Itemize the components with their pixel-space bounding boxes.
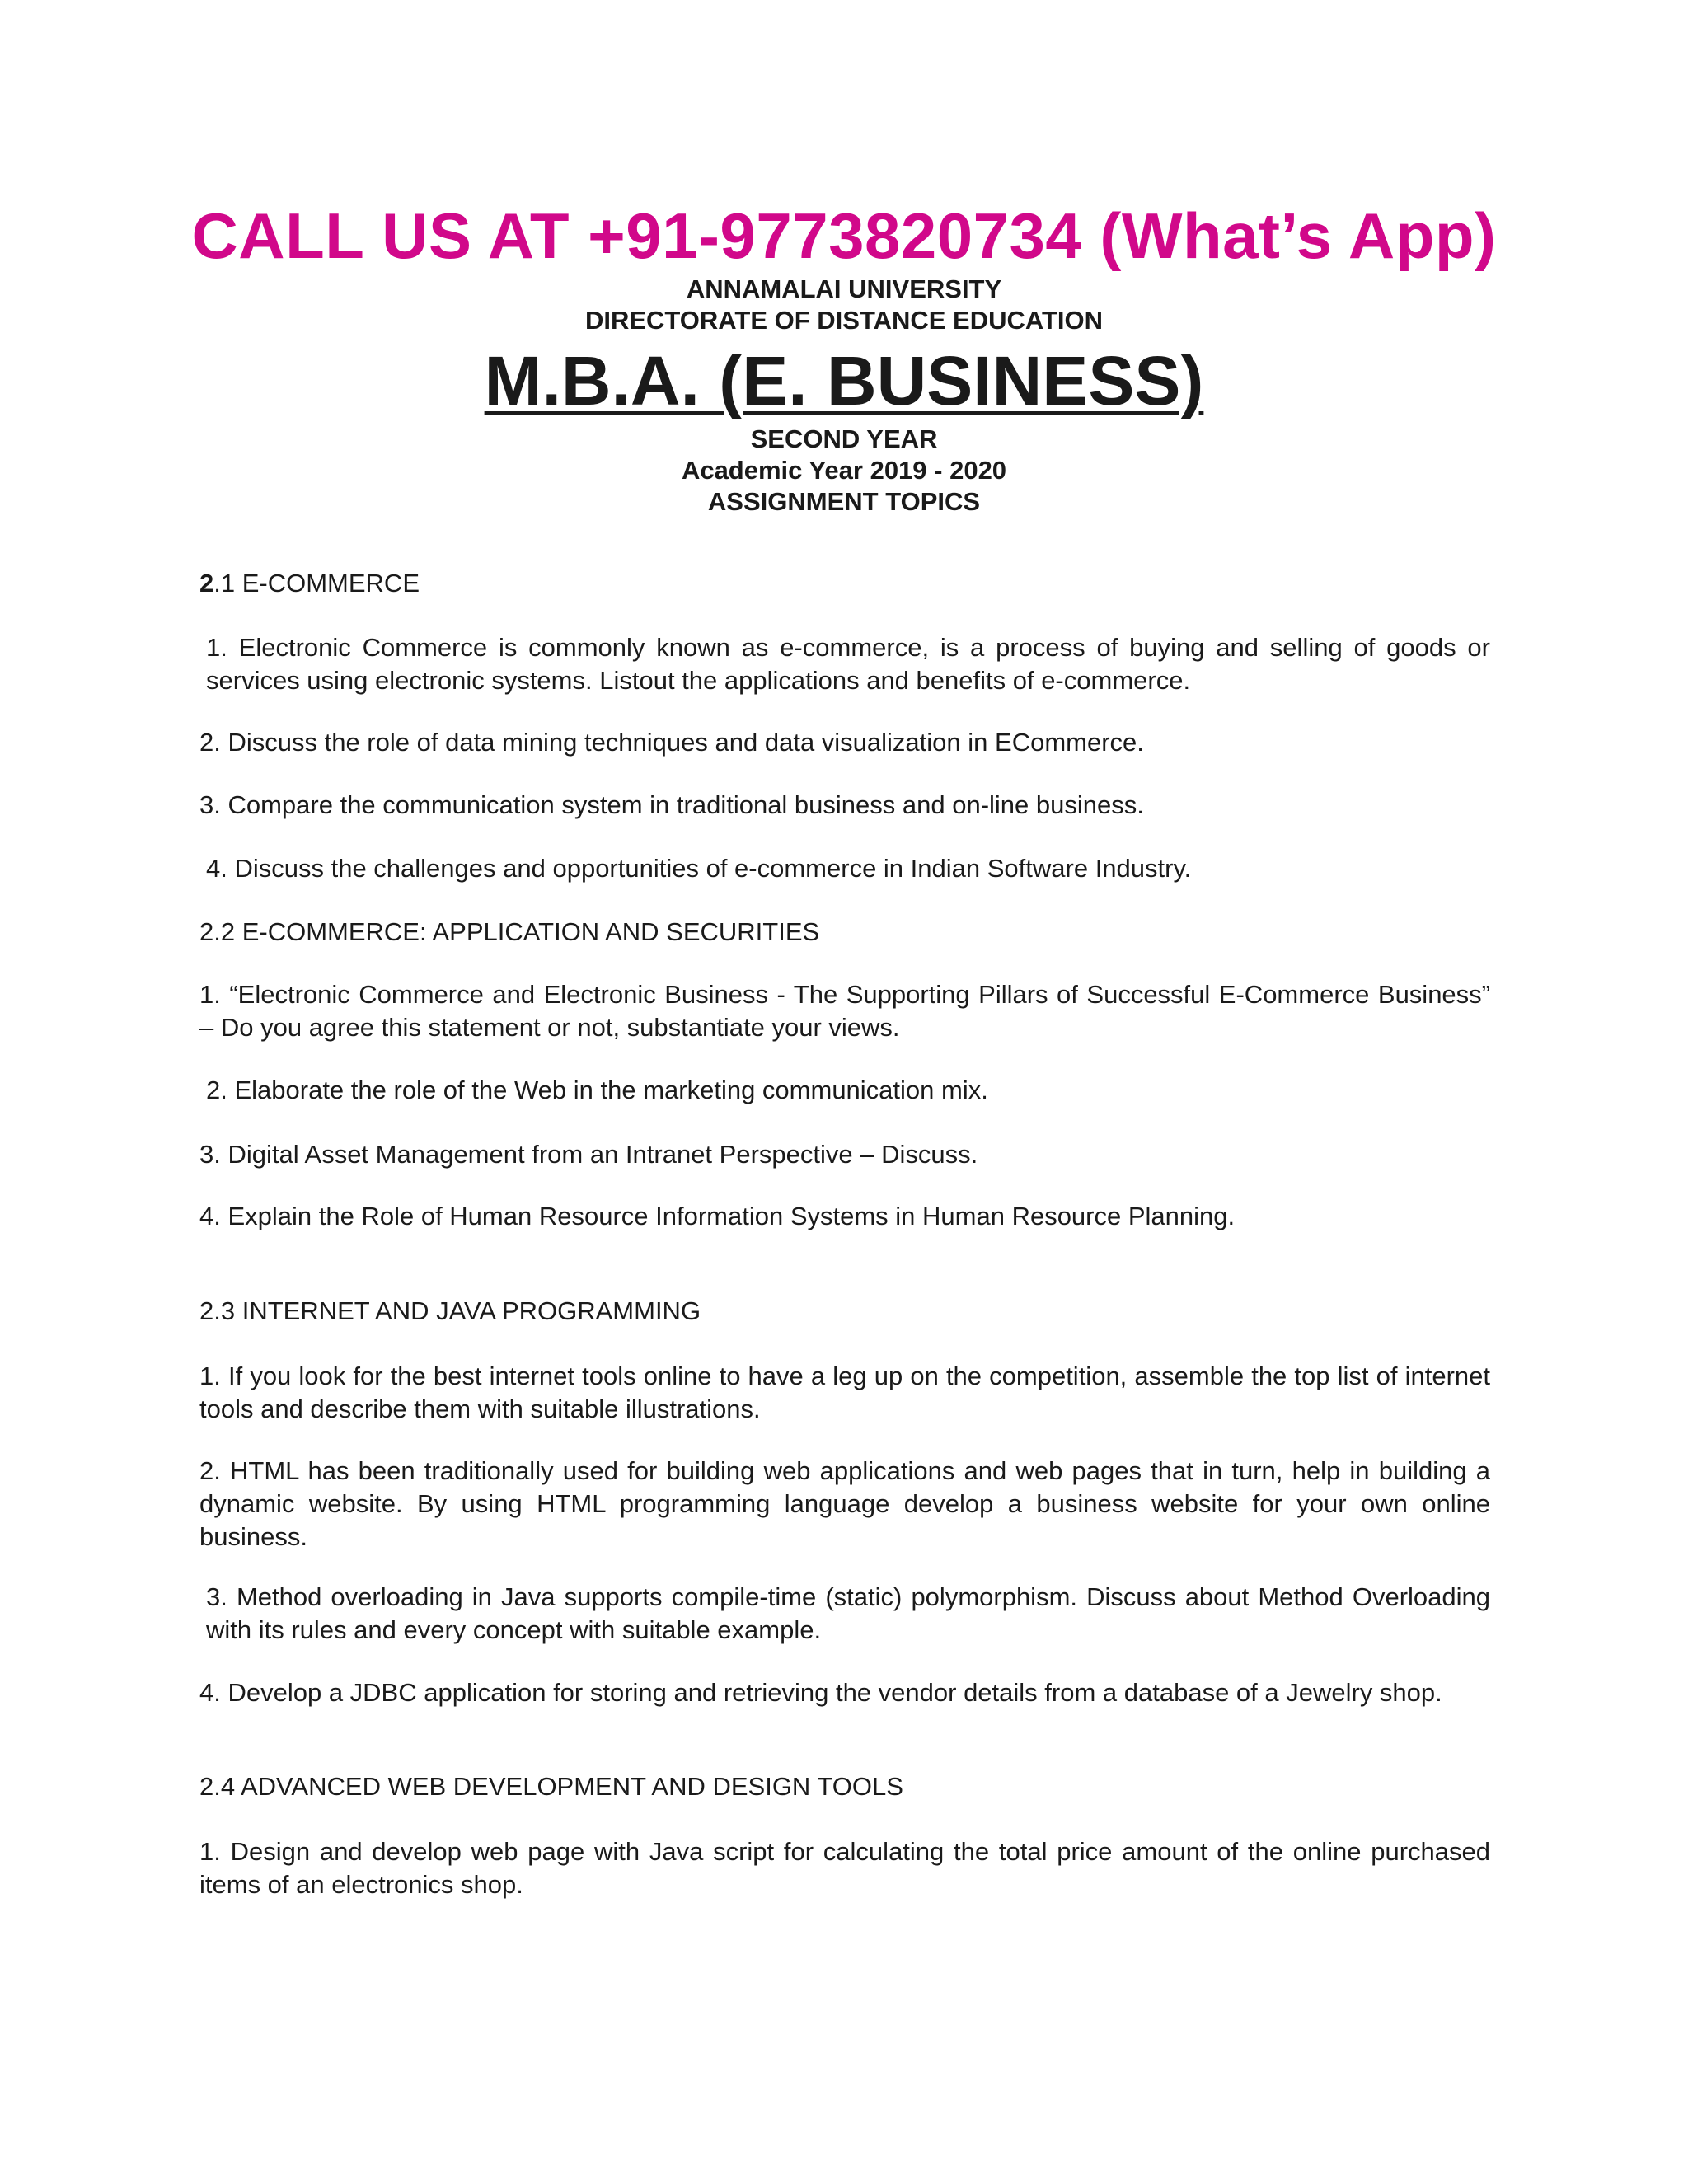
question-2-1-3: 3. Compare the communication system in traditional business and on-line business. [199, 790, 1144, 819]
section-heading-text: .1 E-COMMERCE [213, 569, 420, 598]
section-heading-2-3: 2.3 INTERNET AND JAVA PROGRAMMING [199, 1296, 701, 1325]
call-us-banner: CALL US AT +91-9773820734 (What’s App) [191, 199, 1497, 272]
question-2-1-1: 1. Electronic Commerce is commonly known as e-commerce, is a process of buying and selling of goods or services using electronic systems. Listout the applications and benefits of e-commerce. [206, 633, 1490, 695]
question-2-3-4: 4. Develop a JDBC application for storing and retrieving the vendor details from a database of a Jewelry shop. [199, 1678, 1442, 1707]
academic-year: Academic Year 2019 - 2020 [681, 456, 1007, 485]
question-2-3-1: 1. If you look for the best internet tools online to have a leg up on the competition, assemble the top list of internet tools and describe them with suitable illustrations. [199, 1361, 1490, 1423]
question-2-2-4: 4. Explain the Role of Human Resource Information Systems in Human Resource Planning. [199, 1202, 1236, 1230]
section-heading-2-4: 2.4 ADVANCED WEB DEVELOPMENT AND DESIGN TOOLS [199, 1772, 903, 1801]
directorate-name: DIRECTORATE OF DISTANCE EDUCATION [584, 306, 1104, 335]
year-label: SECOND YEAR [750, 424, 938, 453]
section-heading-2-2: 2.2 E-COMMERCE: APPLICATION AND SECURITIES [199, 917, 820, 946]
question-2-1-4: 4. Discuss the challenges and opportunities of e-commerce in Indian Software Industry. [206, 854, 1192, 883]
question-2-2-2: 2. Elaborate the role of the Web in the marketing communication mix. [206, 1076, 988, 1104]
question-2-2-1: 1. “Electronic Commerce and Electronic Business - The Supporting Pillars of Successful E-Commerce Business” – Do you agree this statement or not, substantiate your views. [199, 980, 1490, 1042]
question-2-4-1: 1. Design and develop web page with Java script for calculating the total price amount of the online purchased items of an electronics shop. [199, 1837, 1490, 1899]
university-name: ANNAMALAI UNIVERSITY [686, 274, 1002, 303]
degree-title: M.B.A. (E. BUSINESS) [484, 342, 1204, 419]
question-2-1-2: 2. Discuss the role of data mining techniques and data visualization in ECommerce. [199, 728, 1144, 757]
document-header [0, 198, 1688, 518]
section-heading-2-1 [199, 567, 1490, 600]
assignment-topics-label: ASSIGNMENT TOPICS [707, 487, 981, 516]
question-2-2-3: 3. Digital Asset Management from an Intranet Perspective – Discuss. [199, 1140, 978, 1169]
question-2-3-3: 3. Method overloading in Java supports compile-time (static) polymorphism. Discuss about Method Overloading with its rules and every concept with suitable example. [206, 1582, 1490, 1644]
section-number: 2 [199, 569, 214, 598]
question-2-3-2: 2. HTML has been traditionally used for building web applications and web pages that in turn, help in building a dynamic website. By using HTML programming language develop a business website for your own online business. [199, 1456, 1490, 1551]
